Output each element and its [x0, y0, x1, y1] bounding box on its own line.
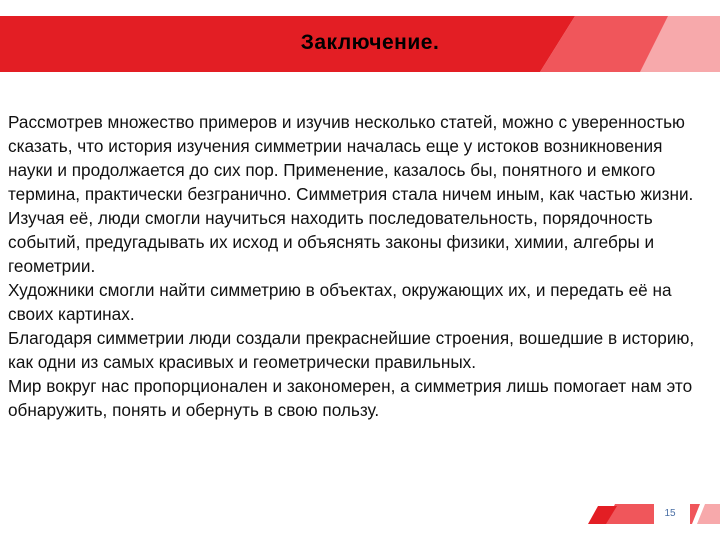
paragraph: Благодаря симметрии люди создали прекраснейшие строения, вошедшие в историю, как одни из самых красивых и геометрически правильных.	[8, 328, 695, 372]
paragraph: Мир вокруг нас пропорционален и закономерен, а симметрия лишь помогает нам это обнаружить, понять и обернуть в свою пользу.	[8, 376, 693, 420]
conclusion-text	[8, 110, 708, 422]
footer-banner-pale	[697, 504, 720, 524]
slide-title: Заключение.	[300, 31, 440, 54]
paragraph: Рассмотрев множество примеров и изучив несколько статей, можно с уверенностью сказать, что история изучения симметрии началась еще у истоков возникновения науки и продолжается до сих пор. Применение, казалось бы, понятного и емкого термина, практически безгранично. Симметрия стала ничем иным, как частью жизни. Изучая её, люди смогли научиться находить последовательность, порядочность событий, предугадывать их исход и объяснять законы физики, химии, алгебры и геометрии.	[8, 112, 694, 276]
page-number: 15	[664, 508, 676, 519]
paragraph: Художники смогли найти симметрию в объектах, окружающих их, и передать её на своих картинах.	[8, 280, 672, 324]
